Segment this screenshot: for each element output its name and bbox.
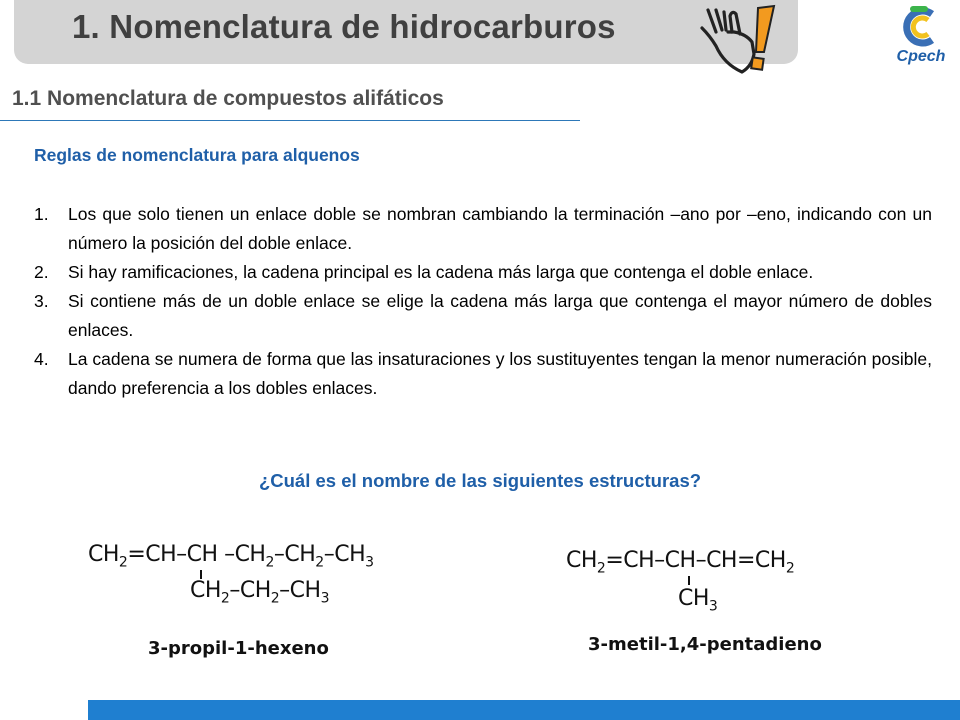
structure-1-main-chain: $CH_2=CH-CH$ $-CH_2-CH_2-CH_3$ [88, 542, 374, 571]
rule-number: 2. [34, 262, 49, 282]
rule-text: Los que solo tienen un enlace doble se nombran cambiando la terminación –ano por –eno, indicando con un número la posición del doble enlace. [68, 204, 932, 253]
rule-text: La cadena se numera de forma que las insaturaciones y los sustituyentes tengan la menor numeración posible, dando preferencia a los dobles enlaces. [68, 349, 932, 398]
structure-2-branch: $CH_3$ [678, 586, 718, 615]
rule-text: Si hay ramificaciones, la cadena principal es la cadena más larga que contenga el doble enlace. [68, 262, 814, 282]
title-bar [14, 0, 798, 64]
cpech-logo-icon [888, 4, 954, 50]
page-title: 1. Nomenclatura de hidrocarburos [72, 8, 616, 45]
logo-text: Cpech [896, 48, 946, 65]
rule-item [34, 258, 932, 287]
subtitle-underline [0, 120, 580, 121]
structure-2-main-chain: $CH_2=CH-CH-CH=CH_2$ [566, 548, 795, 577]
structure-1-answer: 3-propil-1-hexeno [148, 638, 329, 659]
rule-item [34, 200, 932, 258]
rule-number: 3. [34, 291, 49, 311]
rule-number: 4. [34, 349, 49, 369]
rule-text: Si contiene más de un doble enlace se elige la cadena más larga que contenga el mayor número de dobles enlaces. [68, 291, 932, 340]
rule-number: 1. [34, 204, 49, 224]
section-subtitle: 1.1 Nomenclatura de compuestos alifáticos [12, 87, 444, 110]
question-text: ¿Cuál es el nombre de las siguientes estructuras? [258, 470, 702, 491]
bottom-bar [88, 700, 960, 720]
rule-item [34, 287, 932, 345]
pointing-hand-exclamation-icon [694, 2, 794, 82]
structure-2-answer: 3-metil-1,4-pentadieno [588, 634, 822, 655]
structure-2-branch-bond [688, 576, 690, 585]
structure-1-branch: $CH_2-CH_2-CH_3$ [190, 578, 329, 607]
rule-item [34, 345, 932, 403]
rules-heading: Reglas de nomenclatura para alquenos [34, 145, 360, 165]
cpech-logo [888, 4, 954, 74]
rules-list [34, 200, 932, 403]
